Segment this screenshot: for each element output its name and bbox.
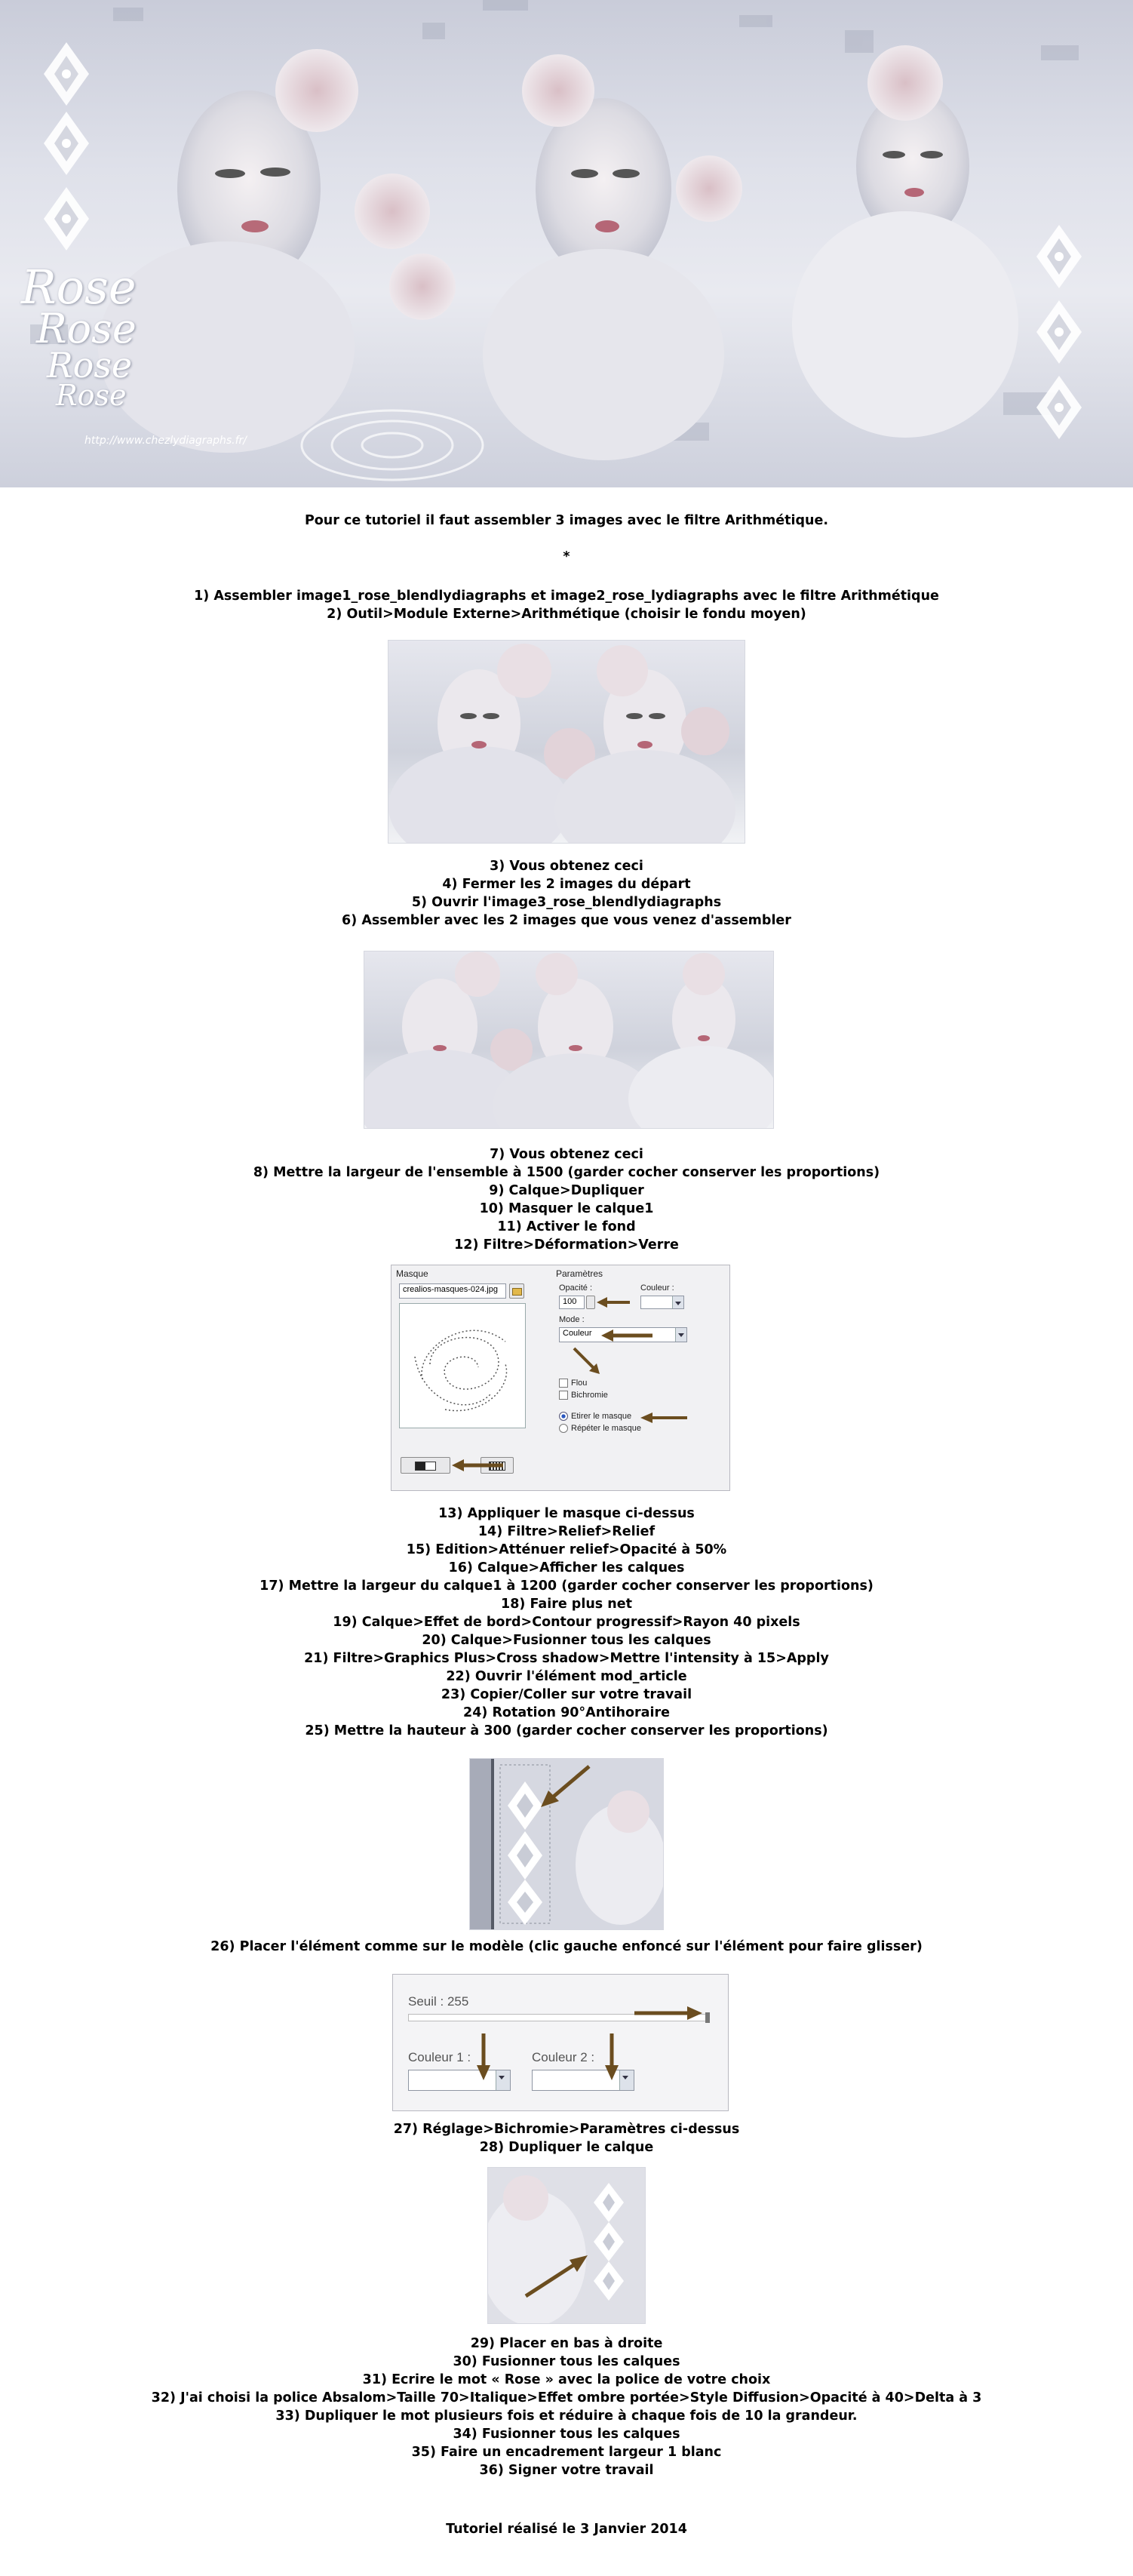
step-line: 36) Signer votre travail	[479, 2463, 654, 2478]
bichromie-checkbox[interactable]	[559, 1391, 608, 1400]
radio-selected-icon	[559, 1412, 568, 1421]
banner-title-word: Rose	[21, 260, 137, 315]
step-line: 8) Mettre la largeur de l'ensemble à 1500 (garder cocher conserver les proportions)	[253, 1165, 880, 1180]
banner-watermark: http://www.chezlydiagraphs.fr/	[84, 435, 247, 447]
intro-text: Pour ce tutoriel il faut assembler 3 images avec le filtre Arithmétique.	[304, 513, 829, 528]
step-line: 18) Faire plus net	[501, 1597, 632, 1612]
step-line: 2) Outil>Module Externe>Arithmétique (choisir le fondu moyen)	[327, 607, 806, 622]
banner-title-word: Rose	[47, 345, 133, 386]
flou-label: Flou	[571, 1379, 588, 1388]
bichromie-label: Bichromie	[571, 1391, 608, 1400]
step-line: 30) Fusionner tous les calques	[453, 2354, 680, 2369]
checkbox-icon	[559, 1391, 568, 1400]
footer-date: Tutoriel réalisé le 3 Janvier 2014	[446, 2522, 687, 2537]
step-line: 10) Masquer le calque1	[479, 1201, 654, 1216]
step-line: 12) Filtre>Déformation>Verre	[454, 1237, 679, 1253]
step-line: 29) Placer en bas à droite	[470, 2336, 663, 2351]
bottom-right-example-image	[487, 2167, 646, 2324]
step-line: 25) Mettre la hauteur à 300 (garder cocher conserver les proportions)	[305, 1723, 828, 1738]
color-select[interactable]	[640, 1296, 684, 1309]
mode-value: Couleur	[563, 1329, 592, 1338]
step-line: 9) Calque>Dupliquer	[489, 1183, 644, 1198]
mask-invert-button[interactable]	[401, 1457, 450, 1474]
arrow-icon	[476, 2033, 491, 2080]
result-image-2	[364, 951, 774, 1129]
step-line: 26) Placer l'élément comme sur le modèle (clic gauche enfoncé sur l'élément pour faire glisser)	[210, 1939, 923, 1954]
step-line: 1) Assembler image1_rose_blendlydiagraphs et image2_rose_lydiagraphs avec le filtre Arithmétique	[194, 589, 939, 604]
radio-icon	[559, 1424, 568, 1433]
placement-example-artwork	[470, 1759, 663, 1929]
step-line: 19) Calque>Effet de bord>Contour progressif>Rayon 40 pixels	[333, 1615, 800, 1630]
step-line: 31) Ecrire le mot « Rose » avec la police de votre choix	[362, 2372, 771, 2387]
mask-preview	[399, 1303, 526, 1428]
result-image-2-artwork	[364, 951, 773, 1128]
color-label: Couleur :	[640, 1283, 674, 1293]
mode-label: Mode :	[559, 1315, 585, 1324]
arrow-icon	[640, 1412, 689, 1424]
threshold-slider-handle[interactable]	[705, 2012, 710, 2023]
mask-section-title: Masque	[396, 1268, 428, 1279]
step-line: 7) Vous obtenez ceci	[490, 1147, 643, 1162]
banner-artwork	[0, 0, 1133, 487]
banner-image	[0, 0, 1133, 487]
result-image-1	[388, 640, 745, 844]
stretch-mask-label: Etirer le masque	[571, 1412, 632, 1421]
step-line: 5) Ouvrir l'image3_rose_blendlydiagraphs	[411, 895, 722, 910]
step-line: 35) Faire un encadrement largeur 1 blanc	[411, 2445, 722, 2460]
folder-icon	[512, 1288, 522, 1296]
banner-title-word: Rose	[56, 379, 127, 412]
step-line: 34) Fusionner tous les calques	[453, 2427, 680, 2442]
repeat-mask-radio[interactable]	[559, 1424, 641, 1433]
stretch-mask-radio[interactable]	[559, 1412, 631, 1421]
step-line: 21) Filtre>Graphics Plus>Cross shadow>Mettre l'intensity à 15>Apply	[304, 1651, 829, 1666]
mask-dialog	[391, 1265, 730, 1491]
mask-preview-swirl	[400, 1304, 525, 1428]
step-line: 3) Vous obtenez ceci	[490, 859, 643, 874]
step-line: 15) Edition>Atténuer relief>Opacité à 50%	[406, 1542, 727, 1557]
color1-select[interactable]	[408, 2070, 511, 2091]
step-line: 28) Dupliquer le calque	[479, 2140, 654, 2155]
banner-title-group	[21, 260, 137, 412]
step-line: 17) Mettre la largeur du calque1 à 1200 (garder cocher conserver les proportions)	[259, 1578, 874, 1594]
color2-label: Couleur 2 :	[532, 2050, 595, 2064]
arrow-icon	[601, 1329, 654, 1342]
bichromie-dialog	[392, 1974, 729, 2111]
repeat-mask-label: Répéter le masque	[571, 1424, 641, 1433]
bottom-right-example-artwork	[488, 2168, 645, 2323]
step-line: 6) Assembler avec les 2 images que vous venez d'assembler	[342, 913, 791, 928]
step-line: 32) J'ai choisi la police Absalom>Taille 70>Italique>Effet ombre portée>Style Diffusion>Opacité à 40>Delta à 3	[151, 2390, 982, 2405]
mask-file-field[interactable]: crealios-masques-024.jpg	[399, 1283, 506, 1299]
opacity-label: Opacité :	[559, 1283, 593, 1293]
browse-folder-button[interactable]	[509, 1283, 524, 1299]
step-line: 16) Calque>Afficher les calques	[448, 1560, 685, 1575]
arrow-icon	[597, 1296, 631, 1309]
params-section-title: Paramètres	[556, 1268, 603, 1279]
intro-separator: *	[563, 549, 570, 564]
step-line: 24) Rotation 90°Antihoraire	[463, 1705, 670, 1720]
step-line: 11) Activer le fond	[497, 1219, 636, 1234]
flou-checkbox[interactable]	[559, 1379, 587, 1388]
result-image-1-artwork	[388, 641, 745, 843]
step-line: 33) Dupliquer le mot plusieurs fois et réduire à chaque fois de 10 la grandeur.	[275, 2408, 858, 2424]
step-line: 23) Copier/Coller sur votre travail	[441, 1687, 692, 1702]
threshold-label: Seuil : 255	[408, 1994, 469, 2009]
step-line: 4) Fermer les 2 images du départ	[442, 877, 691, 892]
placement-example-image	[469, 1758, 664, 1930]
arrow-icon	[452, 1458, 505, 1473]
checkbox-icon	[559, 1379, 568, 1388]
invert-icon	[415, 1462, 436, 1471]
opacity-input[interactable]: 100	[559, 1296, 585, 1309]
arrow-icon	[573, 1347, 603, 1377]
step-line: 27) Réglage>Bichromie>Paramètres ci-dessus	[393, 2122, 740, 2137]
arrow-icon	[634, 2005, 704, 2021]
step-line: 22) Ouvrir l'élément mod_article	[446, 1669, 687, 1684]
step-line: 14) Filtre>Relief>Relief	[477, 1524, 656, 1539]
step-line: 13) Appliquer le masque ci-dessus	[438, 1506, 695, 1521]
step-line: 20) Calque>Fusionner tous les calques	[422, 1633, 711, 1648]
opacity-spinner[interactable]	[586, 1296, 595, 1309]
arrow-icon	[604, 2033, 619, 2080]
banner-title-word: Rose	[36, 305, 137, 352]
color1-label: Couleur 1 :	[408, 2050, 471, 2064]
